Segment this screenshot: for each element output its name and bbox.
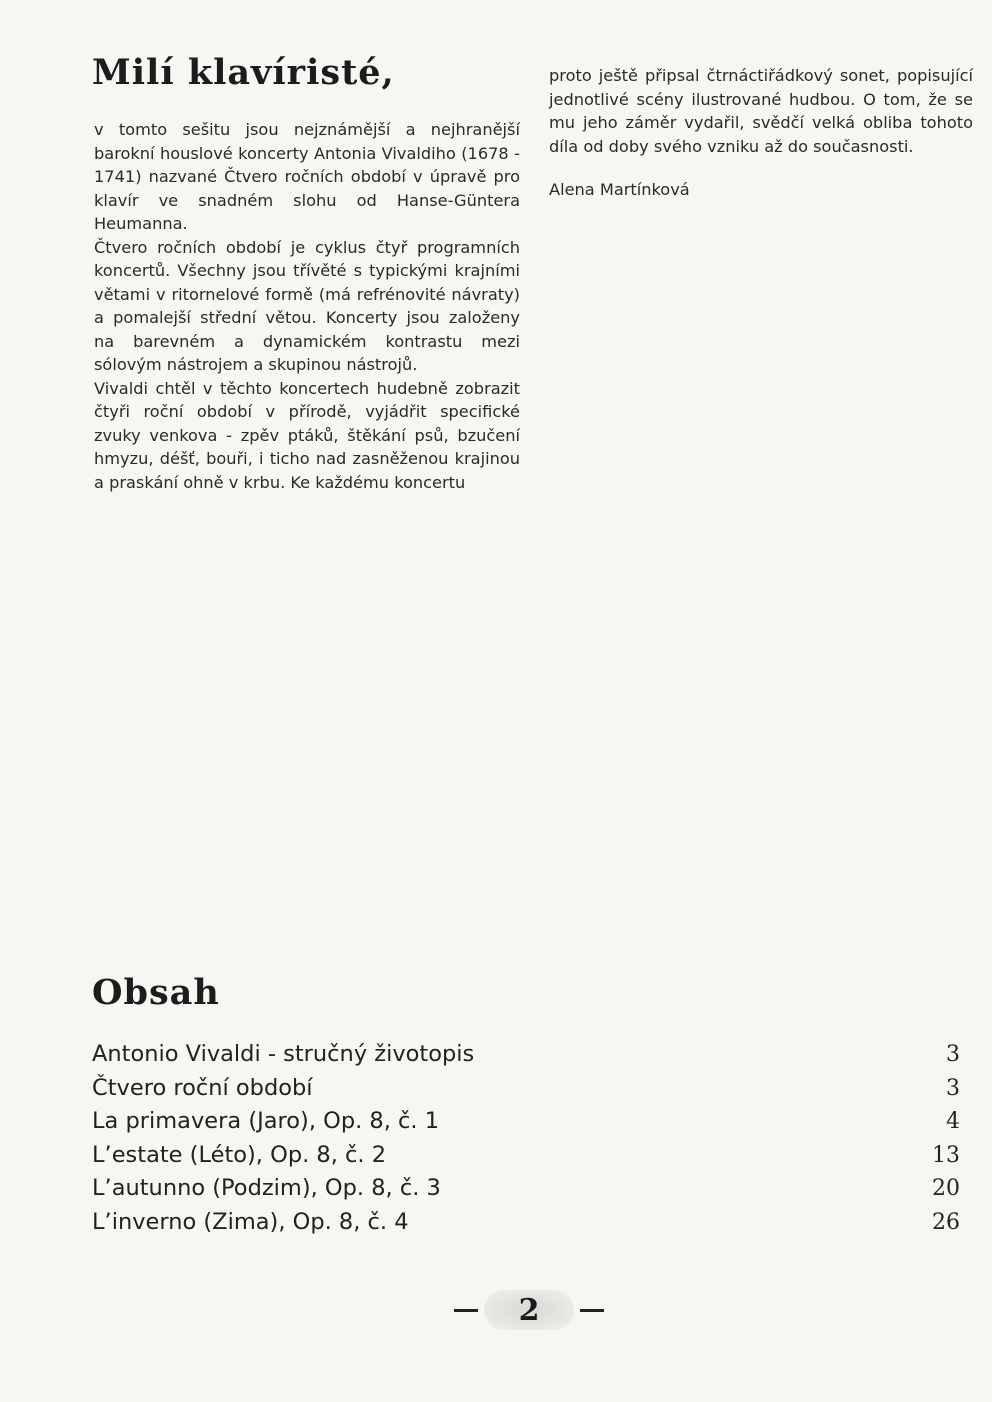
page-number-footer: [454, 1288, 604, 1332]
toc-entry-page: 13: [932, 1142, 960, 1168]
toc-entry[interactable]: [92, 1038, 960, 1072]
toc-entry[interactable]: [92, 1105, 960, 1139]
footer-dash: [454, 1309, 478, 1312]
intro-left-column: [94, 118, 520, 494]
author-name: Alena Martínková: [549, 180, 690, 199]
toc-entry[interactable]: [92, 1206, 960, 1240]
toc-entry-title: Čtvero roční období: [92, 1074, 313, 1101]
toc-entry[interactable]: [92, 1139, 960, 1173]
toc-entry-title: La primavera (Jaro), Op. 8, č. 1: [92, 1108, 440, 1135]
table-of-contents: [92, 1038, 960, 1240]
intro-paragraph: Vivaldi chtěl v těchto koncertech hudebně zobrazit čtyři roční období v přírodě, vyjádřit specifické zvuky venkova - zpěv ptáků, štěkání psů, bzučení hmyzu, déšť, bouři, i ticho nad zasněženou krajinou a praskání ohně v krbu. Ke každému koncertu: [94, 378, 520, 492]
intro-right-column: [549, 64, 973, 202]
intro-paragraph: v tomto sešitu jsou nejznámější a nejhranější barokní houslové koncerty Antonia Vivaldiho (1678 - 1741) nazvané Čtvero ročních období v úpravě pro klavír ve snadném slohu od Hanse-Güntera Heumanna.: [94, 120, 520, 233]
toc-entry[interactable]: [92, 1172, 960, 1206]
toc-entry-page: 4: [946, 1109, 960, 1135]
intro-paragraph: Čtvero ročních období je cyklus čtyř programních koncertů. Všechny jsou třívěté s typickými krajními větami v ritornelové formě (má refrénovité návraty) a pomalejší střední větou. Koncerty jsou založeny na barevném a dynamickém kontrastu mezi sólovým nástrojem a skupinou nástrojů.: [94, 237, 520, 374]
toc-entry-page: 26: [932, 1209, 960, 1235]
toc-entry-title: Antonio Vivaldi - stručný životopis: [92, 1041, 475, 1067]
intro-paragraph: proto ještě připsal čtrnáctiřádkový sonet, popisující jednotlivé scény ilustrované hudbou. O tom, že se mu jeho záměr vydařil, svědčí velká obliba tohoto díla od doby svého vzniku až do současnosti.: [549, 66, 973, 156]
footer-dash: [580, 1309, 604, 1312]
toc-entry-page: 3: [946, 1042, 960, 1067]
toc-heading: Obsah: [92, 972, 220, 1013]
toc-entry-page: 20: [932, 1176, 960, 1202]
toc-entry[interactable]: [92, 1072, 960, 1106]
toc-entry-title: L’estate (Léto), Op. 8, č. 2: [92, 1141, 387, 1168]
page-number: 2: [484, 1290, 574, 1330]
toc-entry-page: 3: [946, 1075, 960, 1101]
toc-entry-title: L’autunno (Podzim), Op. 8, č. 3: [92, 1175, 441, 1202]
toc-entry-title: L’inverno (Zima), Op. 8, č. 4: [92, 1208, 409, 1235]
greeting-heading: Milí klavíristé,: [92, 52, 395, 93]
